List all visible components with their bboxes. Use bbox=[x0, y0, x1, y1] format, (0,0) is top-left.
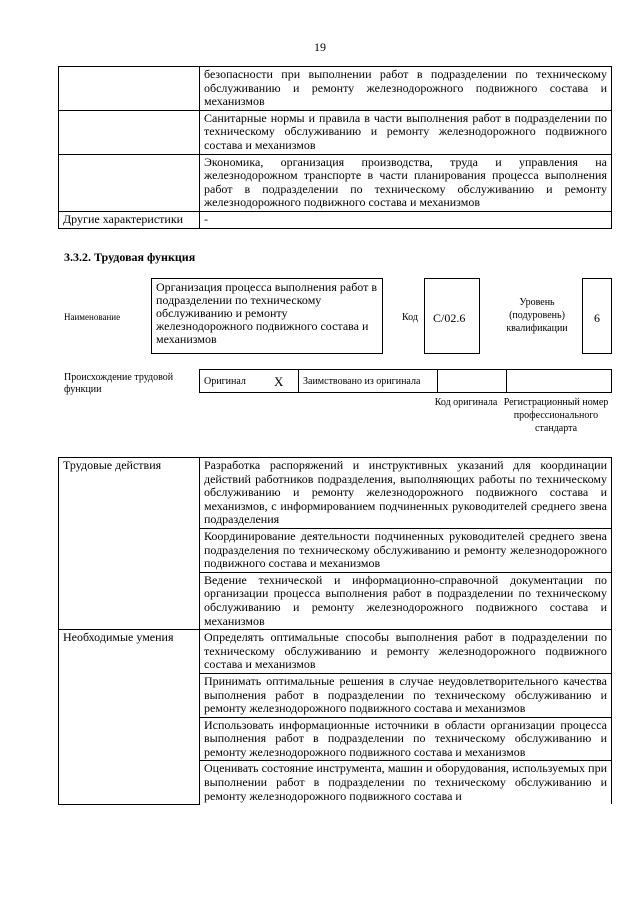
row-text: - bbox=[200, 211, 612, 228]
table-row bbox=[59, 211, 612, 228]
row-text: Экономика, организация производства, труда и управления на железнодорожном транспорте в части планирования процесса выполнения работ в подразделении по техническому обслуживанию и ремонту железнодорожного подвижного состава и механизмов bbox=[200, 154, 612, 211]
skill-item: Использовать информационные источники в области организации процесса выполнения работ в подразделении по техническому обслуживанию и ремонту железнодорожного подвижного состава и механизмов bbox=[200, 717, 612, 761]
row-label bbox=[59, 110, 200, 154]
actions-label: Трудовые действия bbox=[59, 458, 200, 630]
top-table bbox=[58, 66, 612, 229]
origin-label: Происхождение трудовой функции bbox=[64, 372, 174, 395]
table-row bbox=[59, 154, 612, 211]
skills-label: Необходимые умения bbox=[59, 630, 200, 805]
original-mark: X bbox=[270, 370, 299, 393]
skill-item: Оценивать состояние инструмента, машин и оборудования, используемых при выполнении работ в подразделении по техническому обслуживанию и ремонту железнодорожного подвижного состава и bbox=[200, 761, 612, 804]
action-item: Координирование деятельности подчиненных руководителей среднего звена подразделения по техническому обслуживанию и ремонту железнодорожного подвижного состава и механизмов bbox=[200, 528, 612, 572]
function-code: C/02.6 bbox=[424, 278, 480, 354]
function-name: Организация процесса выполнения работ в подразделении по техническому обслуживанию и ремонту железнодорожного подвижного состава и механизмов bbox=[151, 278, 383, 354]
page-number: 19 bbox=[314, 40, 326, 54]
skill-item: Определять оптимальные способы выполнения работ в подразделении по техническому обслуживанию и ремонту железнодорожного подвижного состава и механизмов bbox=[200, 630, 612, 674]
section-title: 3.3.2. Трудовая функция bbox=[64, 250, 196, 264]
origin-reg-caption: Регистрационный номер профессионального стандарта bbox=[503, 397, 609, 434]
origin-code-cell bbox=[438, 370, 507, 393]
origin-table bbox=[199, 369, 612, 393]
original-label: Оригинал bbox=[200, 370, 271, 393]
level-label: Уровень (подуровень) квалификации bbox=[506, 297, 568, 334]
main-table bbox=[58, 457, 612, 805]
row-label bbox=[59, 67, 200, 111]
origin-reg-cell bbox=[507, 370, 612, 393]
row-text: Санитарные нормы и правила в части выполнения работ в подразделении по техническому обслуживанию и ремонту железнодорожного подвижного состава и механизмов bbox=[200, 110, 612, 154]
qualification-level: 6 bbox=[582, 278, 612, 354]
row-text: безопасности при выполнении работ в подразделении по техническому обслуживанию и ремонту железнодорожного подвижного состава и механизмов bbox=[200, 67, 612, 111]
code-label: Код bbox=[402, 312, 418, 323]
table-row bbox=[59, 110, 612, 154]
table-row bbox=[200, 370, 612, 393]
action-item: Разработка распоряжений и инструктивных указаний для координации действий работников подразделения, выполняющих работы по техническому обслуживанию и ремонту железнодорожного подвижного состава и механизмов, с информированием подчиненных руководителей среднего звена подразделения bbox=[200, 458, 612, 529]
origin-code-caption: Код оригинала bbox=[434, 397, 498, 408]
table-row bbox=[59, 458, 612, 529]
row-label: Другие характеристики bbox=[59, 211, 200, 228]
skill-item: Принимать оптимальные решения в случае неудовлетворительного качества выполнения работ в подразделении по техническому обслуживанию и ремонту железнодорожного подвижного состава и механизмов bbox=[200, 673, 612, 717]
borrowed-label: Заимствовано из оригинала bbox=[299, 370, 438, 393]
table-row bbox=[59, 630, 612, 674]
row-label bbox=[59, 154, 200, 211]
name-label: Наименование bbox=[64, 312, 121, 322]
action-item: Ведение технической и информационно-справочной документации по организации процесса выполнения работ в подразделении по техническому обслуживанию и ремонту железнодорожного подвижного состава и механизмов bbox=[200, 572, 612, 629]
table-row bbox=[59, 67, 612, 111]
